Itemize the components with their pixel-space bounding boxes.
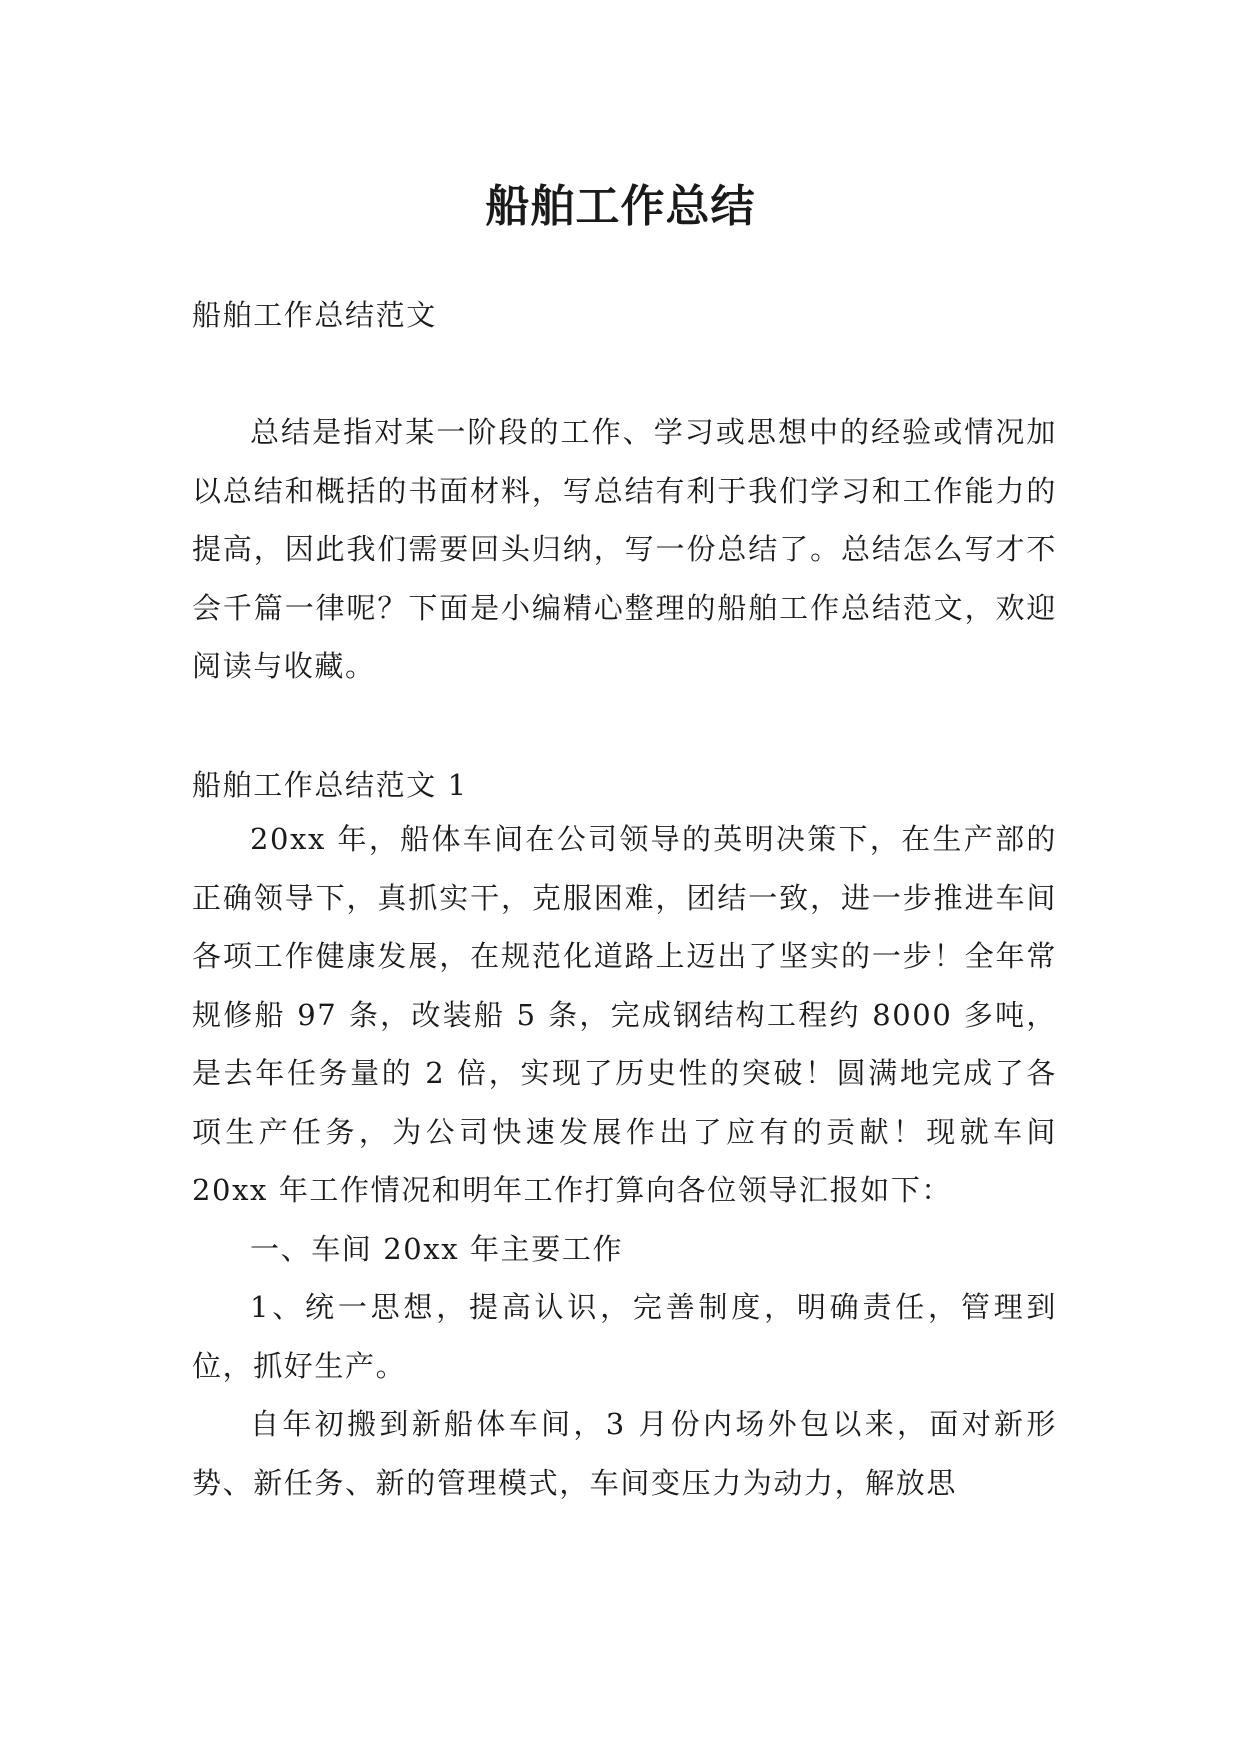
section-title: 船舶工作总结范文 1 [192, 768, 468, 802]
document-title: 船舶工作总结 [485, 181, 756, 233]
section-body [192, 810, 1057, 1512]
document-subtitle: 船舶工作总结范文 [192, 298, 437, 332]
intro-paragraph: 总结是指对某一阶段的工作、学习或思想中的经验或情况加以总结和概括的书面材料，写总结有利于我们学习和工作能力的提高，因此我们需要回头归纳，写一份总结了。总结怎么写才不会千篇一律呢？下面是小编精心整理的船舶工作总结范文，欢迎阅读与收藏。 [192, 415, 1057, 683]
subsection-heading: 1、统一思想，提高认识，完善制度，明确责任，管理到位，抓好生产。 [192, 1290, 1057, 1383]
body-paragraph: 自年初搬到新船体车间，3 月份内场外包以来，面对新形势、新任务、新的管理模式，车间变压力为动力，解放思 [192, 1407, 1057, 1500]
section-heading: 一、车间 20xx 年主要工作 [250, 1231, 624, 1266]
body-paragraph: 20xx 年，船体车间在公司领导的英明决策下，在生产部的正确领导下，真抓实干，克服困难，团结一致，进一步推进车间各项工作健康发展，在规范化道路上迈出了坚实的一步！全年常规修船 97 条，改装船 5 条，完成钢结构工程约 8000 多吨，是去年任务量的 2 倍，实现了历史性的突破！圆满地完成了各项生产任务，为公司快速发展作出了应有的贡献！现就车间 20xx 年工作情况和明年工作打算向各位领导汇报如下： [192, 822, 1057, 1207]
